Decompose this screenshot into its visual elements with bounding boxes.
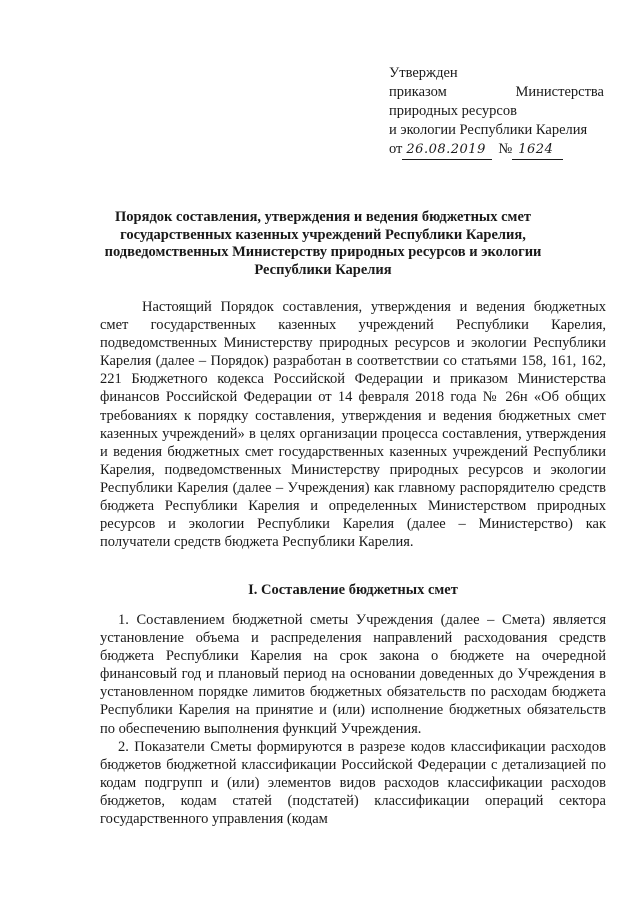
paragraph-1: 1. Составлением бюджетной сметы Учреждения (далее – Смета) является установление объема и распределения направлений расходования средств бюджета Республики Карелия на срок закона о бюджете на очередной финансовый год и плановый период на основании доведенных до Учреждения в установленном порядке лимитов бюджетных обязательств по расходам бюджета Республики Карелия на принятие и (или) исполнение бюджетных обязательств по обеспечению выполнения функций Учреждения. — [100, 612, 606, 737]
approval-line-1: Утвержден — [389, 65, 458, 81]
approval-line-2 — [389, 83, 604, 102]
approval-date-row — [389, 140, 604, 160]
approval-line-3: природных ресурсов — [389, 103, 517, 119]
paragraph-2: 2. Показатели Сметы формируются в разрезе кодов классификации расходов бюджетов бюджетной классификации Российской Федерации с детализацией по кодам подгрупп и (или) элементов видов расходов классификации расходов бюджетов, кодам статей (подстатей) классификации операций сектора государственного управления (кодам — [100, 738, 606, 828]
section-title: I. Составление бюджетных смет — [248, 582, 458, 598]
document-title: Порядок составления, утверждения и ведения бюджетных смет государственных казенных учреждений Республики Карелия, подведомственных Министерству природных ресурсов и экологии Республики Карелия — [104, 209, 542, 278]
approval-line-4: и экологии Республики Карелия — [389, 122, 588, 138]
intro-section — [100, 298, 606, 551]
handwritten-number: 1624 — [512, 140, 563, 160]
section-body — [100, 611, 606, 828]
approval-stamp — [389, 64, 604, 160]
intro-paragraph: Настоящий Порядок составления, утверждения и ведения бюджетных смет государственных казенных учреждений Республики Карелия, подведомственных Министерству природных ресурсов и экологии Республики Карелия (далее – Порядок) разработан в соответствии со статьями 158, 161, 162, 221 Бюджетного кодекса Российской Федерации и приказом Министерства финансов Российской Федерации от 14 февраля 2018 года № 26н «Об общих требованиях к порядку составления, утверждения и ведения бюджетных смет казенных учреждений» в целях организации процесса составления, утверждения и ведения бюджетных смет государственных казенных учреждений Республики Карелия, подведомственных Министерству природных ресурсов и экологии Республики Карелия (далее – Учреждения) как главному распорядителю средств бюджета Республики Карелия и определенных Министерством природных ресурсов и экологии Республики Карелия (далее – Министерство) как получатели средств бюджета Республики Карелия. — [100, 299, 606, 551]
number-prefix: № — [498, 141, 513, 157]
approval-line-2-left: приказом — [389, 84, 447, 100]
approval-line-2-right: Министерства — [515, 84, 604, 100]
handwritten-date: 26.08.2019 — [402, 140, 492, 160]
date-prefix: от — [389, 141, 403, 157]
